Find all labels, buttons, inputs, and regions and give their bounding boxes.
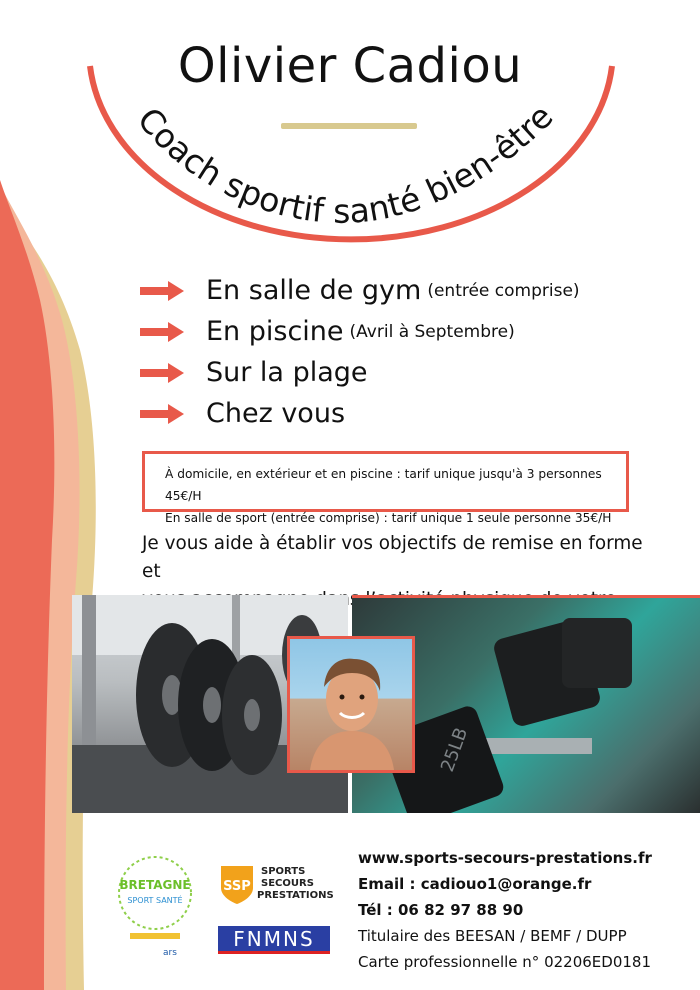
list-item [140,311,620,352]
ssp-logo [217,860,337,904]
diplomas: Titulaire des BEESAN / BEMF / DUPP [358,927,627,945]
service-label: En salle de gym [206,275,422,306]
service-note: (Avril à Septembre) [349,321,515,342]
email-link[interactable]: Email : cadiouo1@orange.fr [358,875,592,893]
list-item [140,352,620,393]
subtitle: Coach sportif santé bien-être [129,96,561,231]
service-label: Chez vous [206,398,346,429]
arrow-right-icon [140,404,184,424]
price-box [142,451,629,525]
ars-logo: ars [163,948,177,958]
phone-number[interactable]: Tél : 06 82 97 88 90 [358,901,524,919]
list-item [140,270,620,311]
arrow-right-icon [140,363,184,383]
coach-name: Olivier Cadiou [177,38,523,94]
professional-card: Carte professionnelle n° 02206ED0181 [358,953,651,971]
ssp-line2: SECOURS [261,878,314,889]
ssp-line3: PRESTATIONS [257,890,334,901]
gold-divider [281,123,417,129]
silhouette-decoration [0,180,130,990]
fnmns-logo [218,926,330,954]
bretagne-subtitle: SPORT SANTÉ [127,896,183,905]
price-home: À domicile, en extérieur et en piscine : tarif unique jusqu'à 3 personnes 45€/H [165,467,602,503]
service-list [140,270,620,434]
service-label: En piscine [206,316,344,347]
coach-portrait [287,636,415,773]
price-gym: En salle de sport (entrée comprise) : tarif unique 1 seule personne 35€/H [165,511,612,525]
bretagne-sport-sante-logo [112,853,198,961]
service-label: Sur la plage [206,357,368,388]
arrow-right-icon [140,281,184,301]
fnmns-text: FNMNS [233,926,315,951]
tagline-line: Je vous aide à établir vos objectifs de remise en forme et [142,533,643,582]
website-link[interactable]: www.sports-secours-prestations.fr [358,849,652,867]
bretagne-title: BRETAGNE [119,878,191,892]
service-note: (entrée comprise) [427,280,580,301]
ssp-line1: SPORTS [261,866,306,877]
arrow-right-icon [140,322,184,342]
dumbbell-weight-label: 25LB [436,724,473,775]
contact-block [358,845,688,975]
list-item [140,393,620,434]
ssp-abbr: SSP [223,879,251,894]
